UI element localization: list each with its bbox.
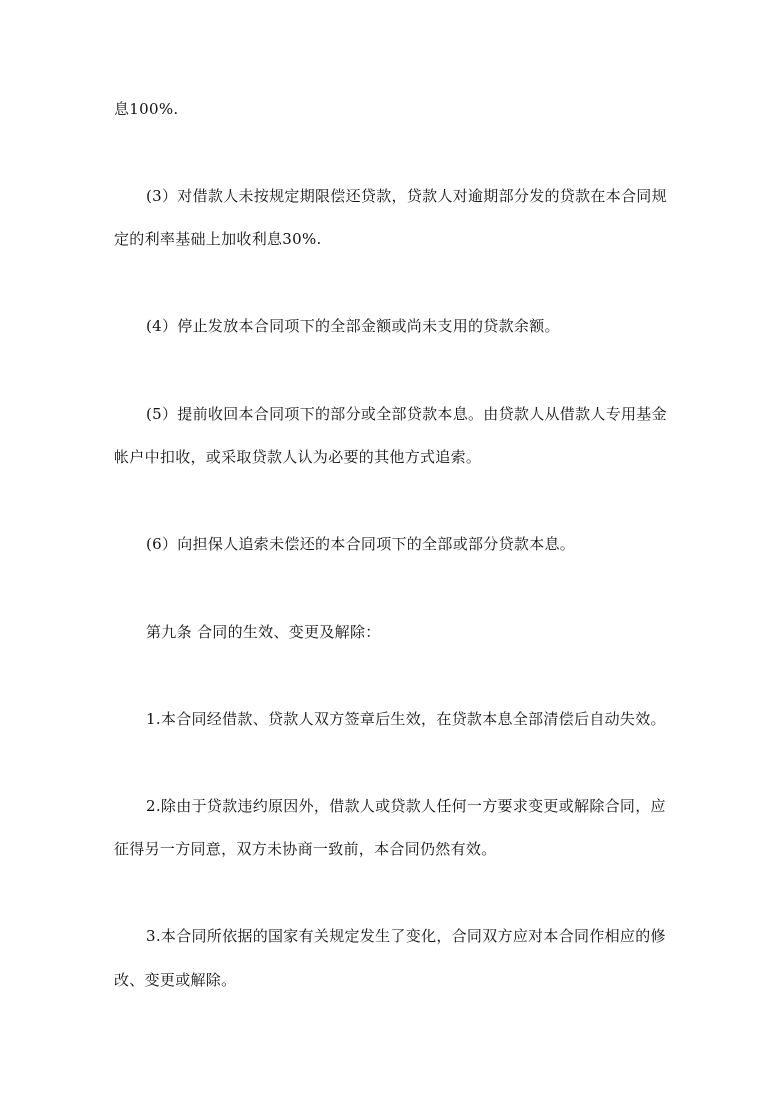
paragraph-line: (4）停止发放本合同项下的全部金额或尚未支用的贷款余额。 xyxy=(146,317,560,335)
paragraph-line: 2.除由于贷款违约原因外，借款人或贷款人任何一方要求变更或解除合同，应 xyxy=(146,797,666,815)
paragraph-line: 3.本合同所依据的国家有关规定发生了变化，合同双方应对本合同作相应的修 xyxy=(146,927,666,945)
paragraph-line: (6）向担保人追索未偿还的本合同项下的全部或部分贷款本息。 xyxy=(146,535,576,553)
paragraph-line: 息100%. xyxy=(114,100,179,118)
paragraph-line: 定的利率基础上加收利息30%. xyxy=(114,230,322,248)
paragraph-line: 1.本合同经借款、贷款人双方签章后生效，在贷款本息全部清偿后自动失效。 xyxy=(146,710,666,728)
paragraph-line: (5）提前收回本合同项下的部分或全部贷款本息。由贷款人从借款人专用基金 xyxy=(146,405,667,423)
paragraph-line: 帐户中扣收，或采取贷款人认为必要的其他方式追索。 xyxy=(114,448,482,466)
paragraph-line: 征得另一方同意，双方未协商一致前，本合同仍然有效。 xyxy=(114,840,497,858)
paragraph-line: (3）对借款人未按规定期限偿还贷款，贷款人对逾期部分发的贷款在本合同规 xyxy=(146,187,667,205)
section-heading: 第九条 合同的生效、变更及解除： xyxy=(146,623,381,641)
paragraph-line: 改、变更或解除。 xyxy=(114,971,237,989)
